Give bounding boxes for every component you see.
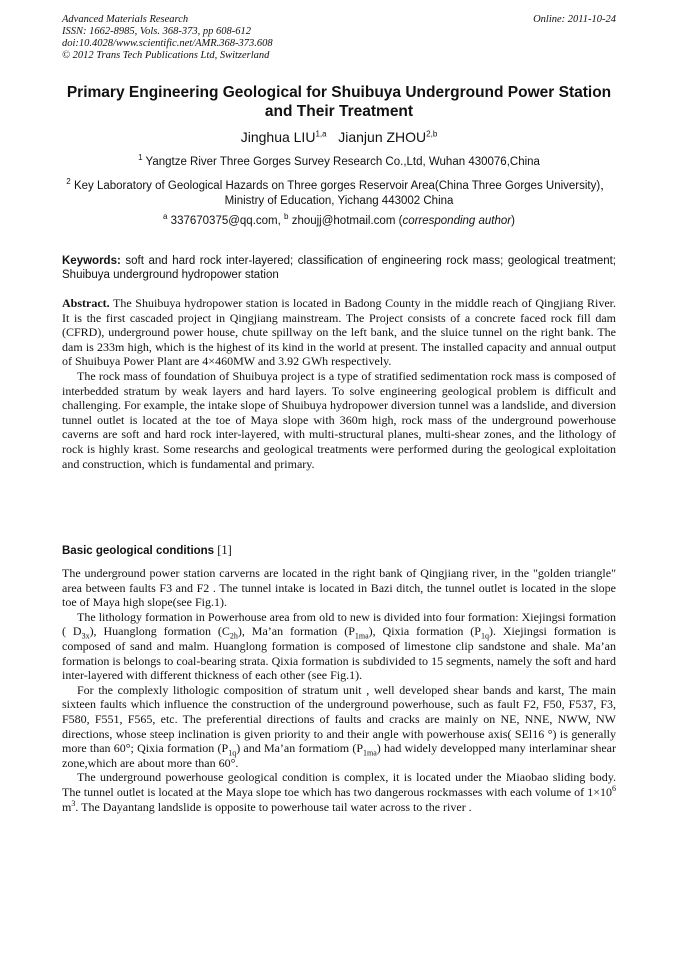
email-link[interactable]: 337670375@qq.com, — [170, 215, 281, 227]
author-list — [62, 129, 616, 145]
copyright-line: © 2012 Trans Tech Publications Ltd, Switzerland — [62, 50, 270, 61]
text-run: ), Huanglong formation (C — [89, 624, 230, 639]
section-citation: [1] — [214, 543, 232, 557]
author-name: Jinghua LIU — [240, 129, 316, 145]
section-body — [62, 566, 616, 814]
email-mark: a — [163, 212, 168, 222]
body-paragraph — [62, 683, 616, 771]
superscript: 3 — [71, 798, 76, 808]
author-affil-mark: 2,b — [426, 129, 438, 139]
text-run: ). Xiejingsi formation is composed of sand and malm. Huanglong formation is composed of limestone clip sandstone and shale. Ma’an formation is belongs to coal-bearing strata. Qixia formation is subdivided to 15 segments, namely the soft and hard inter-layered with different thickness of each other (see Fig.1). — [62, 624, 616, 683]
body-paragraph: The underground power station carverns are located in the right bank of Qingjiang river, in the "golden triangle" area between faults F3 and F2 . The tunnel intake is located in Bazi ditch, the tunnel outlet is located in the slope toe of Maya high slope(see Fig.1). — [62, 566, 616, 610]
affiliation-number: 1 — [138, 153, 143, 163]
author-name: Jianjun ZHOU — [338, 129, 427, 145]
affiliation-1 — [62, 155, 616, 170]
affiliation-number: 2 — [66, 177, 71, 187]
abstract — [62, 296, 616, 471]
online-date: Online: 2011-10-24 — [533, 14, 616, 25]
text-run: The lithology formation in Powerhouse area from old to new is divided into four formation: Xiejingsi formation ( D — [62, 609, 616, 639]
body-paragraph — [62, 610, 616, 683]
text-run: ), Ma’an formation (P — [237, 624, 355, 639]
text-run: The underground powerhouse geological condition is complex, it is located under the Miaobao sliding body. The tunnel outlet is located at the Maya slope toe which has two dangerous rockmasses with each volume of 1×10 — [62, 770, 616, 799]
contact-emails — [62, 212, 616, 227]
text-run: ) and Ma’an formatiom (P — [236, 741, 364, 756]
keywords-text: soft and hard rock inter-layered; classification of engineering rock mass; geological treatment; Shuibuya underground hydropower station — [62, 255, 616, 281]
affiliation-text: Yangtze River Three Gorges Survey Research Co.,Ltd, Wuhan 430076,China — [145, 156, 540, 168]
text-run: ), Qixia formation (P — [368, 624, 481, 639]
journal-name: Advanced Materials Research — [62, 14, 189, 25]
abstract-paragraph — [62, 296, 616, 369]
issn-line: ISSN: 1662-8985, Vols. 368-373, pp 608-612 — [62, 26, 251, 37]
subscript: 1ma — [354, 631, 369, 641]
text-run: ) had widely developped many interlaminar shear zone,which are about more than 60°. — [62, 741, 616, 770]
text-run: For the complexly lithologic composition of stratum unit , well developed shear bands and karst, The main sixteen faults which influence the construction of the underground powerhouse, such as fault F2, F50, F537, F3, F580, F551, F565, etc. The preferential directions of faults and cracks are mainly on NE, NNE, NWW, NW directions, whose steep inclination is given priority to and their angle with powerhouse axis( SEl16 °) is generally more than 60°; Qixia formation (P — [62, 682, 616, 756]
superscript: 6 — [612, 783, 616, 793]
paper-title: Primary Engineering Geological for Shuibuya Underground Power Station and Their Treatment — [66, 84, 612, 120]
text-run: . The Dayantang landslide is opposite to powerhouse tail water across to the river . — [75, 799, 472, 814]
body-paragraph — [62, 770, 616, 814]
keywords — [62, 254, 616, 282]
email-close: ) — [511, 215, 515, 227]
subscript: 1q — [228, 748, 237, 758]
abstract-text: The Shuibuya hydropower station is located in Badong County in the middle reach of Qingjiang River. It is the first cascaded project in Qingjiang mainstream. The Project consists of a concrete faced rock fill dam (CFRD), underground power house, chute spillway on the left bank, and the sluice tunnel on the right bank. The dam is 233m high, which is the highest of its kind in the world at present. The installed capacity and annual output of Shuibuya Power Plant are 4×460MW and 3.92 GWh respectively. — [62, 296, 616, 369]
affiliation-text: Key Laboratory of Geological Hazards on Three gorges Reservoir Area(China Three Gorges University)，Ministry of Education, Yichang 443002 China — [73, 180, 612, 207]
section-title: Basic geological conditions — [62, 545, 215, 557]
email-link[interactable]: zhoujj@hotmail.com ( — [291, 215, 403, 227]
subscript: 3x — [81, 631, 90, 641]
subscript: 1ma — [363, 748, 377, 758]
subscript: 1q — [480, 631, 489, 641]
doi-line: doi:10.4028/www.scientific.net/AMR.368-373.608 — [62, 38, 273, 49]
text-run: m — [62, 799, 72, 814]
keywords-label: Keywords: — [62, 255, 121, 267]
abstract-paragraph: The rock mass of foundation of Shuibuya project is a type of stratified sedimentation rock mass is composed of interbedded stratum by weak layers and hard layers. To solve engineering geological problem is difficult and challenging. For example, the intake slope of Shuibuya hydropower diversion tunnel was a landslide, and diversion tunnel outlet is located at the toe of Maya slope with 360m high, rock mass of the underground powerhouse caverns are soft and hard rock inter-layered, with multi-structural planes, multi-shear zones, and the lithology of rock is highly krast. Some researchs and geological treatments were performed during the geological exploitation and construction, which is fundamental and primary. — [62, 368, 616, 471]
subscript: 2h — [229, 631, 238, 641]
abstract-label: Abstract. — [62, 296, 110, 310]
section-heading — [62, 543, 616, 558]
journal-header — [62, 14, 616, 62]
email-mark: b — [284, 212, 289, 222]
corresponding-author-note: corresponding author — [402, 215, 512, 227]
author-affil-mark: 1,a — [315, 129, 327, 139]
affiliation-2 — [62, 179, 616, 209]
